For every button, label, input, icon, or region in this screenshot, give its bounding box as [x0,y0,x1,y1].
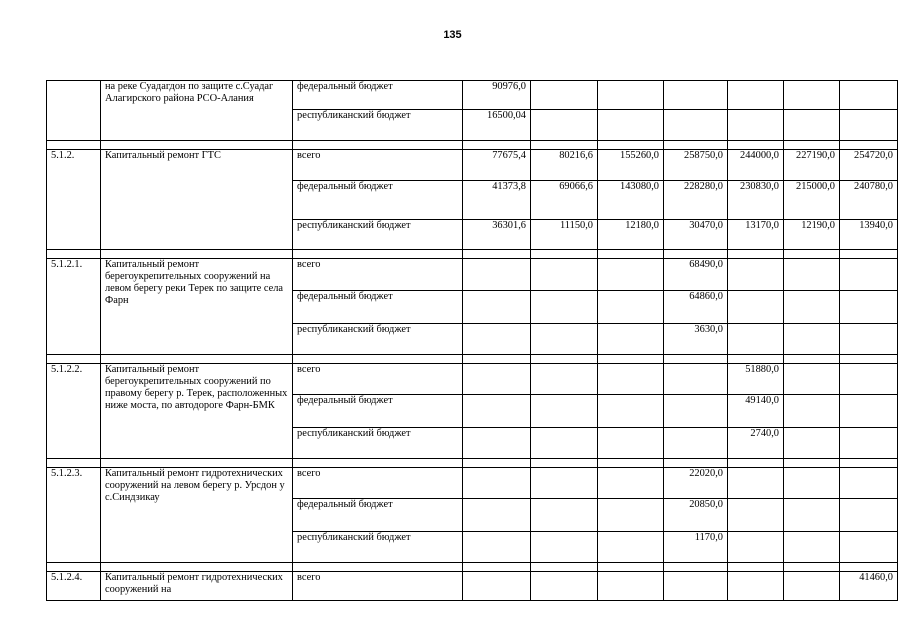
amount-cell [463,572,531,601]
separator-cell [784,459,840,468]
amount-cell: 228280,0 [664,181,728,220]
amount-cell [664,110,728,141]
separator-cell [531,459,598,468]
amount-cell [598,364,664,395]
funding-source: всего [293,150,463,181]
amount-cell: 64860,0 [664,291,728,324]
amount-cell [531,110,598,141]
amount-cell [784,324,840,355]
separator-cell [664,141,728,150]
separator-cell [47,141,101,150]
amount-cell [784,468,840,499]
table-row [47,572,898,601]
separator-cell [598,141,664,150]
separator-cell [531,563,598,572]
separator-cell [728,563,784,572]
amount-cell [598,395,664,428]
amount-cell: 49140,0 [728,395,784,428]
item-title: Капитальный ремонт ГТС [101,150,293,250]
amount-cell: 13170,0 [728,220,784,250]
page-number: 135 [443,29,462,41]
amount-cell [598,499,664,532]
table-row [47,150,898,181]
separator-cell [728,141,784,150]
separator-cell [531,250,598,259]
amount-cell [784,532,840,563]
separator-cell [463,459,531,468]
item-title: Капитальный ремонт гидротехнических сооружений на левом берегу р. Урсдон у с.Синдзикау [101,468,293,563]
separator-cell [47,355,101,364]
amount-cell [784,395,840,428]
amount-cell [598,259,664,291]
item-title: на реке Суадагдон по защите с.Суадаг Алагирского района РСО-Алания [101,81,293,141]
amount-cell: 11150,0 [531,220,598,250]
amount-cell [531,259,598,291]
table-body [47,81,898,601]
funding-source: всего [293,259,463,291]
amount-cell [784,291,840,324]
separator-cell [840,355,898,364]
amount-cell: 244000,0 [728,150,784,181]
amount-cell [784,428,840,459]
budget-table [46,80,898,601]
funding-source: федеральный бюджет [293,81,463,110]
amount-cell: 77675,4 [463,150,531,181]
amount-cell: 12190,0 [784,220,840,250]
amount-cell [463,324,531,355]
amount-cell [531,81,598,110]
separator-cell [293,459,463,468]
amount-cell: 2740,0 [728,428,784,459]
amount-cell [664,364,728,395]
separator-cell [101,563,293,572]
separator-cell [531,355,598,364]
amount-cell: 22020,0 [664,468,728,499]
funding-source: всего [293,572,463,601]
separator-cell [840,141,898,150]
item-title: Капитальный ремонт берегоукрепительных сооружений на левом берегу реки Терек по защите села Фарн [101,259,293,355]
amount-cell [784,572,840,601]
amount-cell [784,364,840,395]
separator-cell [463,355,531,364]
amount-cell [463,428,531,459]
amount-cell [531,499,598,532]
separator-cell [784,355,840,364]
item-title: Капитальный ремонт гидротехнических сооружений на [101,572,293,601]
separator-cell [47,459,101,468]
amount-cell [840,532,898,563]
separator-cell [293,563,463,572]
amount-cell [840,428,898,459]
separator-cell [293,355,463,364]
item-title: Капитальный ремонт берегоукрепительных сооружений по правому берегу р. Терек, расположенных ниже моста, по автодороге Фарн-БМК [101,364,293,459]
separator-cell [101,459,293,468]
amount-cell [728,499,784,532]
amount-cell [728,81,784,110]
amount-cell [463,468,531,499]
funding-source: республиканский бюджет [293,428,463,459]
funding-source: федеральный бюджет [293,291,463,324]
amount-cell [598,532,664,563]
amount-cell [784,499,840,532]
amount-cell: 36301,6 [463,220,531,250]
amount-cell [531,364,598,395]
separator-cell [840,459,898,468]
separator-cell [463,563,531,572]
separator-cell [463,250,531,259]
separator-cell [598,250,664,259]
amount-cell: 227190,0 [784,150,840,181]
item-code [47,81,101,141]
amount-cell [598,572,664,601]
amount-cell [840,499,898,532]
separator-cell [293,250,463,259]
separator-cell [531,141,598,150]
amount-cell: 143080,0 [598,181,664,220]
separator-cell [598,355,664,364]
amount-cell: 13940,0 [840,220,898,250]
item-code: 5.1.2.2. [47,364,101,459]
amount-cell [840,324,898,355]
section-separator [47,563,898,572]
amount-cell: 41373,8 [463,181,531,220]
amount-cell [664,81,728,110]
funding-source: республиканский бюджет [293,324,463,355]
amount-cell: 1170,0 [664,532,728,563]
amount-cell [784,81,840,110]
amount-cell: 68490,0 [664,259,728,291]
amount-cell [531,291,598,324]
amount-cell [664,572,728,601]
amount-cell [598,324,664,355]
amount-cell [463,532,531,563]
separator-cell [664,355,728,364]
table-row [47,259,898,291]
item-code: 5.1.2.1. [47,259,101,355]
amount-cell [531,468,598,499]
amount-cell [463,291,531,324]
funding-source: республиканский бюджет [293,110,463,141]
amount-cell: 230830,0 [728,181,784,220]
amount-cell [598,468,664,499]
amount-cell [598,81,664,110]
separator-cell [664,459,728,468]
separator-cell [784,250,840,259]
section-separator [47,459,898,468]
amount-cell [531,428,598,459]
section-separator [47,141,898,150]
funding-source: федеральный бюджет [293,499,463,532]
table-row [47,468,898,499]
separator-cell [664,250,728,259]
amount-cell [531,532,598,563]
amount-cell: 20850,0 [664,499,728,532]
amount-cell [728,324,784,355]
funding-source: федеральный бюджет [293,181,463,220]
separator-cell [47,250,101,259]
separator-cell [463,141,531,150]
item-code: 5.1.2. [47,150,101,250]
amount-cell: 240780,0 [840,181,898,220]
section-separator [47,355,898,364]
amount-cell [840,259,898,291]
amount-cell [840,291,898,324]
separator-cell [840,563,898,572]
amount-cell [728,532,784,563]
separator-cell [101,355,293,364]
amount-cell: 16500,04 [463,110,531,141]
amount-cell [598,428,664,459]
amount-cell [728,572,784,601]
amount-cell [840,110,898,141]
amount-cell [840,81,898,110]
separator-cell [47,563,101,572]
amount-cell: 90976,0 [463,81,531,110]
funding-source: республиканский бюджет [293,532,463,563]
separator-cell [293,141,463,150]
amount-cell: 30470,0 [664,220,728,250]
table-row [47,81,898,110]
separator-cell [784,563,840,572]
amount-cell [664,395,728,428]
amount-cell [840,468,898,499]
item-code: 5.1.2.4. [47,572,101,601]
amount-cell [531,572,598,601]
separator-cell [728,250,784,259]
amount-cell [784,259,840,291]
amount-cell [598,291,664,324]
amount-cell: 258750,0 [664,150,728,181]
funding-source: федеральный бюджет [293,395,463,428]
amount-cell [463,259,531,291]
separator-cell [664,563,728,572]
amount-cell [463,499,531,532]
separator-cell [728,459,784,468]
separator-cell [101,141,293,150]
funding-source: всего [293,364,463,395]
amount-cell: 254720,0 [840,150,898,181]
amount-cell: 12180,0 [598,220,664,250]
amount-cell [728,291,784,324]
amount-cell [784,110,840,141]
item-code: 5.1.2.3. [47,468,101,563]
amount-cell [598,110,664,141]
amount-cell [463,364,531,395]
amount-cell [840,364,898,395]
amount-cell: 3630,0 [664,324,728,355]
funding-source: республиканский бюджет [293,220,463,250]
separator-cell [784,141,840,150]
separator-cell [101,250,293,259]
funding-source: всего [293,468,463,499]
separator-cell [840,250,898,259]
amount-cell [728,468,784,499]
amount-cell: 155260,0 [598,150,664,181]
amount-cell [664,428,728,459]
separator-cell [598,563,664,572]
table-row [47,364,898,395]
amount-cell [531,324,598,355]
amount-cell [531,395,598,428]
amount-cell: 41460,0 [840,572,898,601]
section-separator [47,250,898,259]
separator-cell [728,355,784,364]
amount-cell [463,395,531,428]
amount-cell: 80216,6 [531,150,598,181]
amount-cell: 69066,6 [531,181,598,220]
separator-cell [598,459,664,468]
amount-cell [728,259,784,291]
amount-cell [840,395,898,428]
amount-cell: 215000,0 [784,181,840,220]
amount-cell: 51880,0 [728,364,784,395]
amount-cell [728,110,784,141]
